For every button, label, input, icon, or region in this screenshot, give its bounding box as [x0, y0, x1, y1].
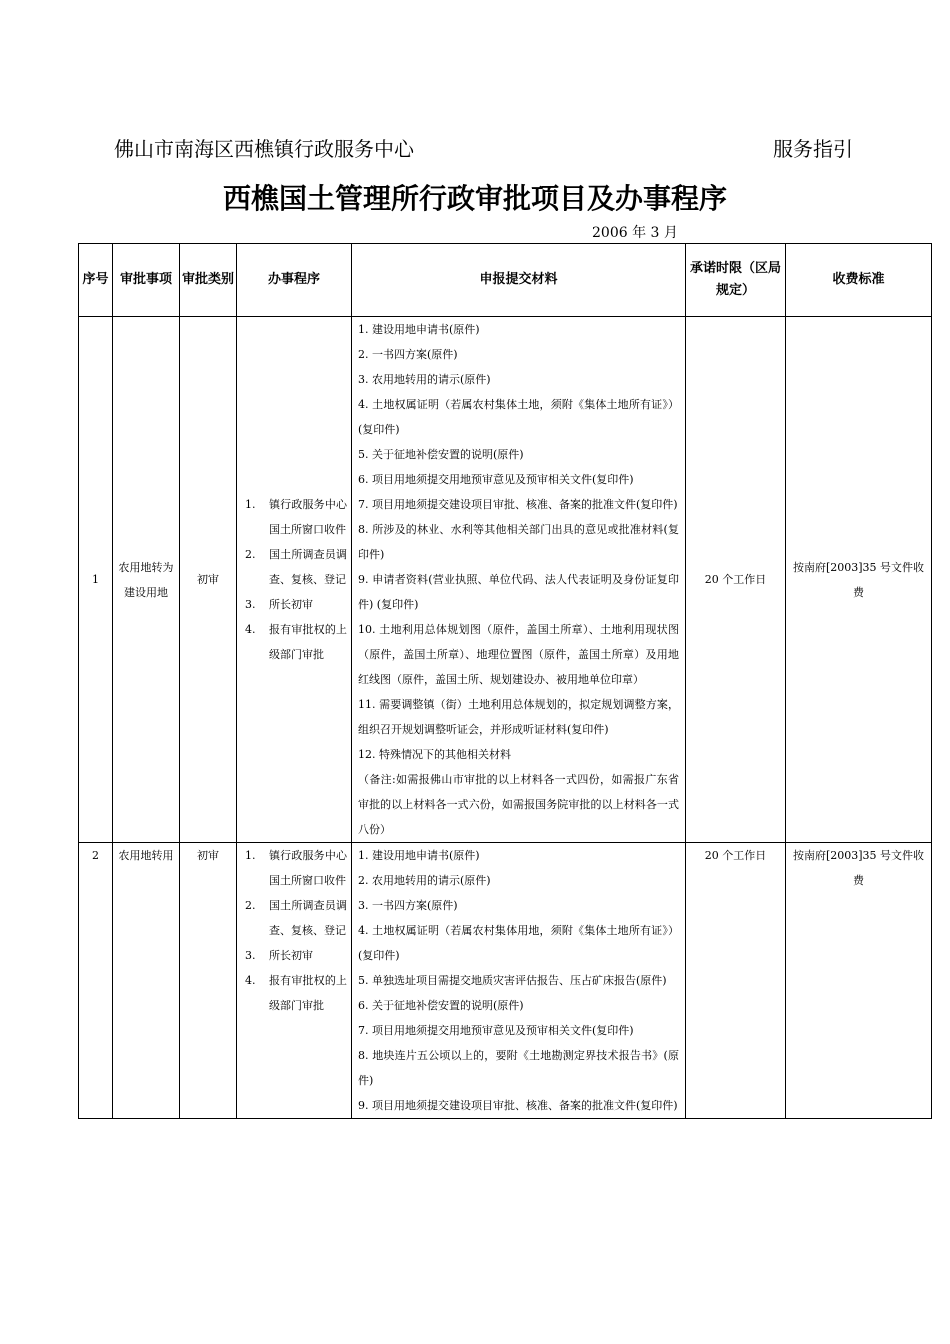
material-item: 1. 建设用地申请书(原件) — [358, 849, 480, 862]
material-item: 7. 项目用地须提交用地预审意见及预审相关文件(复印件) — [358, 1024, 634, 1037]
cell-item: 农用地转为建设用地 — [113, 317, 180, 843]
material-item: （备注:如需报佛山市审批的以上材料各一式四份，如需报广东省审批的以上材料各一式六份，如需报国务院审批的以上材料各一式八份） — [358, 773, 679, 836]
header-time-limit: 承诺时限（区局规定） — [686, 244, 786, 317]
step-text: 国土所调查员调查、复核、登记 — [269, 899, 347, 937]
material-item: 7. 项目用地须提交建设项目审批、核准、备案的批准文件(复印件) — [358, 498, 678, 511]
doc-type: 服务指引 — [773, 137, 853, 161]
header-seq: 序号 — [79, 244, 113, 317]
step-text: 所长初审 — [269, 949, 313, 962]
step-text: 报有审批权的上级部门审批 — [269, 974, 347, 1012]
step-text: 镇行政服务中心国土所窗口收件 — [269, 849, 347, 887]
material-item: 5. 关于征地补偿安置的说明(原件) — [358, 448, 524, 461]
material-item: 5. 单独选址项目需提交地质灾害评估报告、压占矿床报告(原件) — [358, 974, 667, 987]
step-number: 3. — [245, 598, 256, 611]
header-fee: 收费标准 — [786, 244, 932, 317]
cell-procedure — [237, 843, 352, 1119]
step-text: 国土所调查员调查、复核、登记 — [269, 548, 347, 586]
procedure-step — [241, 617, 347, 667]
material-item: 12. 特殊情况下的其他相关材料 — [358, 748, 511, 761]
cell-materials — [352, 317, 686, 843]
cell-materials — [352, 843, 686, 1119]
table-row — [79, 843, 932, 1119]
material-item: 8. 所涉及的林业、水利等其他相关部门出具的意见或批准材料(复印件) — [358, 523, 679, 561]
header-procedure: 办事程序 — [237, 244, 352, 317]
material-item: 8. 地块连片五公顷以上的，要附《土地勘测定界技术报告书》(原件) — [358, 1049, 679, 1087]
material-item: 4. 土地权属证明（若属农村集体用地，须附《集体土地所有证》）(复印件) — [358, 924, 679, 962]
doc-date: 2006 年 3 月 — [592, 225, 678, 241]
cell-procedure — [237, 317, 352, 843]
material-item: 10. 土地利用总体规划图（原件，盖国土所章）、土地利用现状图（原件，盖国土所章）、地理位置图（原件，盖国土所章）及用地红线图（原件，盖国土所、规划建设办、被用地单位印章） — [358, 623, 679, 686]
material-item: 9. 申请者资料(营业执照、单位代码、法人代表证明及身份证复印件) (复印件) — [358, 573, 679, 611]
step-number: 2. — [245, 548, 256, 561]
cell-seq: 2 — [79, 843, 113, 1119]
step-number: 4. — [245, 974, 256, 987]
material-item: 1. 建设用地申请书(原件) — [358, 323, 480, 336]
cell-time-limit: 20 个工作日 — [686, 317, 786, 843]
material-item: 3. 农用地转用的请示(原件) — [358, 373, 491, 386]
step-text: 所长初审 — [269, 598, 313, 611]
cell-item: 农用地转用 — [113, 843, 180, 1119]
procedure-step — [241, 592, 347, 617]
procedure-list — [241, 492, 347, 667]
step-number: 4. — [245, 623, 256, 636]
material-item: 3. 一书四方案(原件) — [358, 899, 458, 912]
cell-category: 初审 — [180, 843, 237, 1119]
step-number: 3. — [245, 949, 256, 962]
material-item: 2. 农用地转用的请示(原件) — [358, 874, 491, 887]
material-item: 6. 关于征地补偿安置的说明(原件) — [358, 999, 524, 1012]
table-row — [79, 317, 932, 843]
cell-category: 初审 — [180, 317, 237, 843]
procedure-step — [241, 943, 347, 968]
org-name: 佛山市南海区西樵镇行政服务中心 — [114, 137, 414, 161]
step-text: 镇行政服务中心国土所窗口收件 — [269, 498, 347, 536]
material-item: 4. 土地权属证明（若属农村集体土地，须附《集体土地所有证》）(复印件) — [358, 398, 679, 436]
header-item: 审批事项 — [113, 244, 180, 317]
materials-list — [356, 843, 681, 1118]
material-item: 2. 一书四方案(原件) — [358, 348, 458, 361]
step-number: 1. — [245, 849, 256, 862]
procedure-step — [241, 968, 347, 1018]
cell-fee: 按南府[2003]35 号文件收费 — [786, 317, 932, 843]
material-item: 6. 项目用地须提交用地预审意见及预审相关文件(复印件) — [358, 473, 634, 486]
cell-fee: 按南府[2003]35 号文件收费 — [786, 843, 932, 1119]
material-item: 11. 需要调整镇（街）土地利用总体规划的，拟定规划调整方案，组织召开规划调整听证会，并形成听证材料(复印件) — [358, 698, 679, 736]
step-number: 1. — [245, 498, 256, 511]
header-materials: 申报提交材料 — [352, 244, 686, 317]
page-title: 西樵国土管理所行政审批项目及办事程序 — [222, 182, 727, 215]
cell-time-limit: 20 个工作日 — [686, 843, 786, 1119]
materials-list — [356, 317, 681, 842]
step-number: 2. — [245, 899, 256, 912]
procedure-list — [241, 843, 347, 1018]
step-text: 报有审批权的上级部门审批 — [269, 623, 347, 661]
header-category: 审批类别 — [180, 244, 237, 317]
procedure-step — [241, 492, 347, 542]
procedure-step — [241, 893, 347, 943]
approval-table — [78, 243, 932, 1119]
material-item: 9. 项目用地须提交建设项目审批、核准、备案的批准文件(复印件) — [358, 1099, 678, 1112]
cell-seq: 1 — [79, 317, 113, 843]
procedure-step — [241, 843, 347, 893]
procedure-step — [241, 542, 347, 592]
table-header-row — [79, 244, 932, 317]
